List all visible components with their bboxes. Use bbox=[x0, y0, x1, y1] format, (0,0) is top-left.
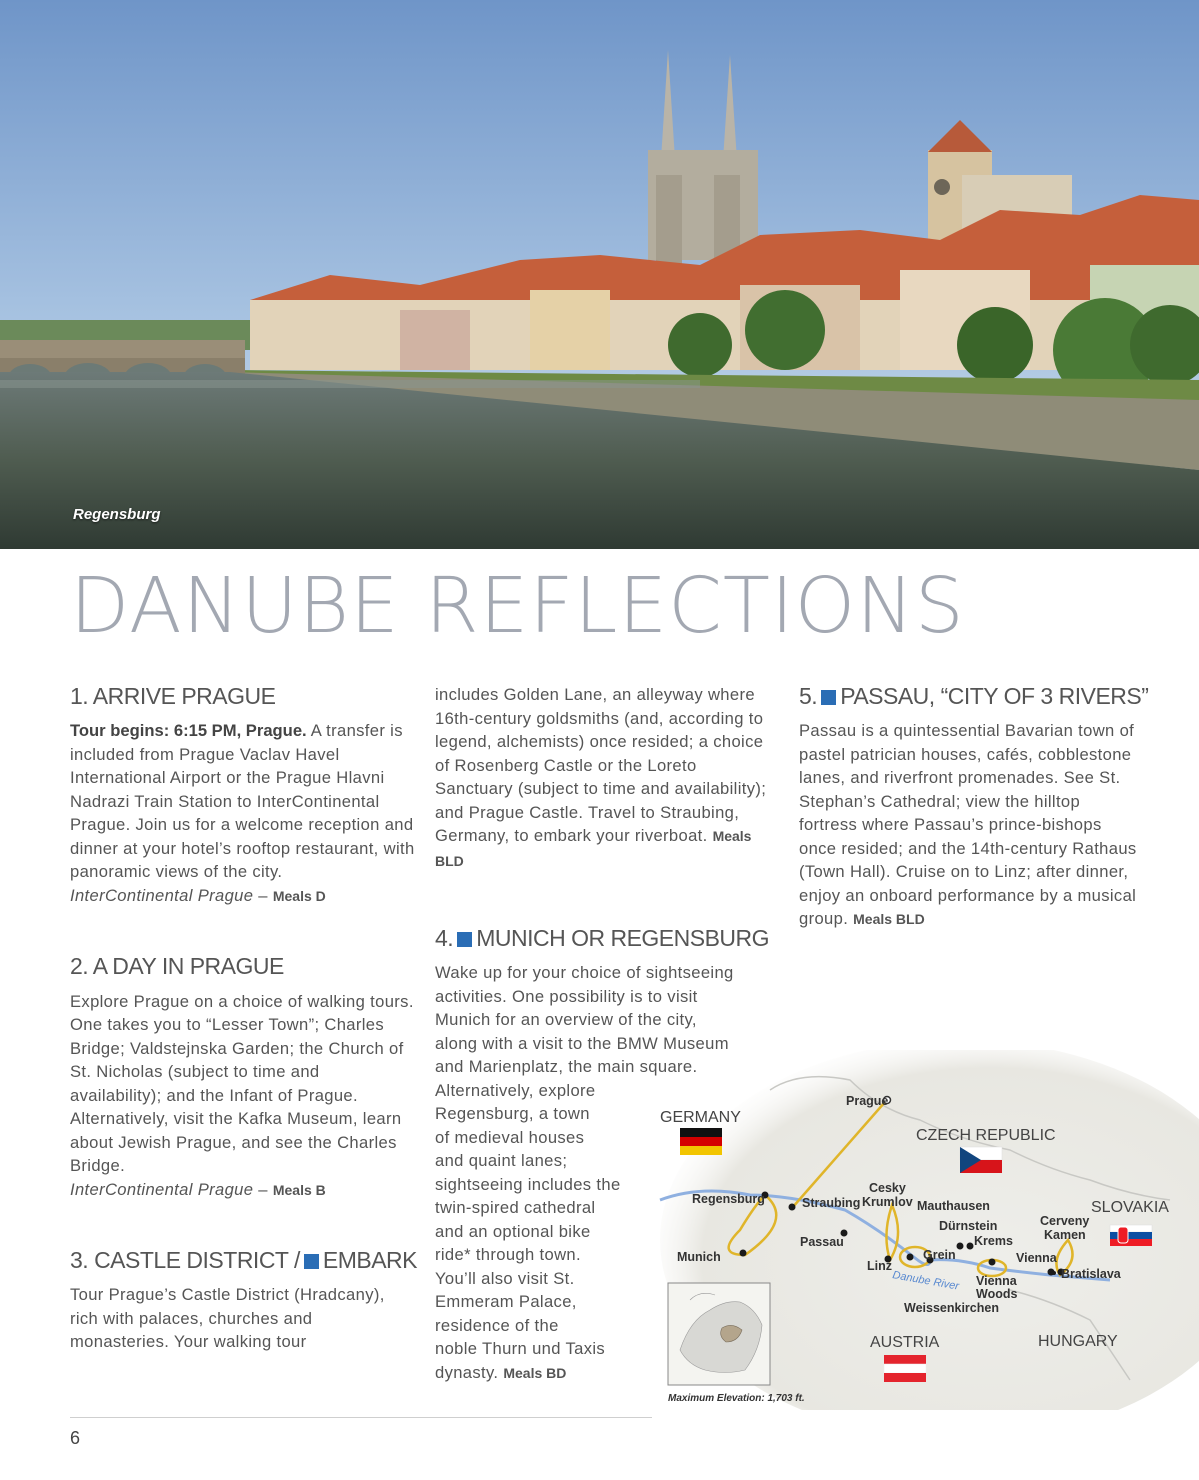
day-3-heading bbox=[70, 1248, 415, 1273]
day-5-heading-number: 5. bbox=[799, 683, 818, 709]
elevation-note: Maximum Elevation: 1,703 ft. bbox=[668, 1393, 805, 1404]
day-1-text: A transfer is included from Prague Vaclav Havel International Airport or the Prague Hlavni Nadrazi Train Station to InterContinental Prague. Join us for a welcome reception and dinner at your hotel’s rooftop restaurant, with panoramic views of the city. bbox=[70, 721, 415, 882]
cesky-label: Cesky bbox=[869, 1181, 906, 1195]
czech-label: CZECH REPUBLIC bbox=[916, 1127, 1056, 1144]
day-5-heading bbox=[799, 683, 1149, 709]
krems-marker bbox=[967, 1243, 974, 1250]
day-5-section bbox=[799, 683, 1149, 932]
day-3-continued-text: includes Golden Lane, an alleyway where 16th-century goldsmiths (and, according to legend, alchemists) once resided; a choice of Rosenberg Castle or the Loreto Sanctuary (subject to time and availability); and Prague Castle. Travel to Straubing, Germany, to embark your riverboat. bbox=[435, 685, 767, 845]
day-1-section bbox=[70, 684, 415, 908]
day-4-line: residence of the bbox=[435, 1315, 559, 1335]
day-5-heading-text: PASSAU, “CITY OF 3 RIVERS” bbox=[840, 683, 1149, 709]
munich-label: Munich bbox=[677, 1250, 721, 1264]
day-3-section bbox=[70, 1248, 415, 1354]
day-4-line: noble Thurn und Taxis bbox=[435, 1339, 606, 1359]
day-4-line: Regensburg, a town bbox=[435, 1104, 590, 1124]
bratislava-label: Bratislava bbox=[1061, 1267, 1121, 1281]
day-4-line: along with a visit to the BMW Museum bbox=[435, 1033, 729, 1053]
day-2-section bbox=[70, 954, 415, 1202]
photo-caption: Regensburg bbox=[73, 506, 161, 523]
day-4-line: activities. One possibility is to visit bbox=[435, 986, 698, 1006]
day-4-last-line: dynasty. bbox=[435, 1362, 499, 1382]
krems-label: Krems bbox=[974, 1234, 1013, 1248]
straubing-label: Straubing bbox=[802, 1196, 861, 1210]
day-4-heading-text: MUNICH OR REGENSBURG bbox=[476, 925, 770, 951]
kamen-label: Kamen bbox=[1044, 1228, 1086, 1242]
day-4-line: and an optional bike bbox=[435, 1221, 591, 1241]
day-4-line: You’ll also visit St. bbox=[435, 1268, 575, 1288]
bratislava-marker bbox=[1052, 1271, 1056, 1275]
cerveny-label: Cerveny bbox=[1040, 1214, 1090, 1228]
day-4-line: Alternatively, explore bbox=[435, 1080, 596, 1100]
day-2-hotel: InterContinental Prague bbox=[70, 1179, 254, 1199]
day-4-heading-number: 4. bbox=[435, 925, 454, 951]
day-5-meals: Meals BLD bbox=[853, 911, 925, 928]
regensburg-label: Regensburg bbox=[692, 1192, 765, 1206]
day-4-line: Emmeram Palace, bbox=[435, 1292, 577, 1312]
footer-rule bbox=[70, 1417, 652, 1418]
linz-label: Linz bbox=[867, 1259, 892, 1273]
straubing-marker bbox=[789, 1204, 796, 1211]
vienna-woods-label-2: Woods bbox=[976, 1287, 1018, 1301]
day-3-heading-text: 3. CASTLE DISTRICT / bbox=[70, 1247, 300, 1274]
day-5-text: Passau is a quintessential Bavarian town of pastel patrician houses, cafés, cobblestone lanes, and riverfront promenades. See St. Stephan’s Cathedral; view the hilltop fortress where Passau’s prince-bishops once resided; and the 14th-century Rathaus (Town Hall). Cruise on to Linz; after dinner, enjoy an onboard performance by a musical group. bbox=[799, 721, 1137, 929]
mauthausen-marker bbox=[907, 1254, 914, 1261]
austria-label: AUSTRIA bbox=[870, 1334, 940, 1351]
grein-label: Grein bbox=[923, 1248, 956, 1262]
austria-flag-icon bbox=[884, 1355, 926, 1382]
column-left bbox=[70, 684, 415, 1400]
regensburg-photo bbox=[0, 0, 1199, 549]
day-1-body: Tour begins: 6:15 PM, Prague. A transfer is included from Prague Vaclav Havel International Airport or the Prague Hlavni Nadrazi Train Station to InterContinental Prague. Join us for a welcome reception and dinner at your hotel’s rooftop restaurant, with panoramic views of the city. InterContinental Prague – Meals D bbox=[70, 721, 415, 905]
slovakia-label: SLOVAKIA bbox=[1091, 1199, 1169, 1216]
cruise-square-icon bbox=[457, 932, 472, 947]
hungary-label: HUNGARY bbox=[1038, 1333, 1118, 1350]
day-4-line: twin-spired cathedral bbox=[435, 1198, 596, 1218]
germany-label: GERMANY bbox=[660, 1109, 741, 1126]
day-4-line: Munich for an overview of the city, bbox=[435, 1010, 697, 1030]
river-label: Danube River bbox=[891, 1269, 960, 1293]
czech-flag-icon bbox=[960, 1147, 1002, 1173]
slovakia-flag-icon bbox=[1110, 1225, 1152, 1246]
day-3-body: Tour Prague’s Castle District (Hradcany), rich with palaces, churches and monasteries. Your walking tour bbox=[70, 1285, 385, 1352]
germany-flag-icon bbox=[680, 1128, 722, 1155]
durnstein-label: Dürnstein bbox=[939, 1219, 998, 1233]
day-2-text: Explore Prague on a choice of walking tours. One takes you to “Lesser Town”; Charles Bridge; Valdstejnska Garden; the Church of St. Nicholas (subject to time and availability); and the Infant of Prague. Alternatively, visit the Kafka Museum, learn about Jewish Prague, and see the Charles Bridge. bbox=[70, 991, 414, 1176]
column-right bbox=[799, 683, 1149, 932]
day-5-body bbox=[799, 719, 1139, 932]
day-1-meals: Meals D bbox=[272, 887, 326, 904]
mauthausen-label: Mauthausen bbox=[917, 1199, 990, 1213]
day-4-line: of medieval houses bbox=[435, 1127, 585, 1147]
day-4-line: Wake up for your choice of sightseeing bbox=[435, 963, 734, 983]
page-title: DANUBE REFLECTIONS bbox=[70, 562, 965, 651]
vienna-label: Vienna bbox=[1016, 1251, 1057, 1265]
cruise-square-icon bbox=[821, 690, 836, 705]
page-number: 6 bbox=[70, 1428, 81, 1448]
day-4-line: and Marienplatz, the main square. bbox=[435, 1057, 698, 1077]
day-1-hotel: InterContinental Prague bbox=[70, 885, 254, 905]
day-4-line: and quaint lanes; bbox=[435, 1151, 568, 1171]
day-2-meals: Meals B bbox=[272, 1181, 326, 1198]
vienna-woods-label-1: Vienna bbox=[976, 1274, 1017, 1288]
hero-photo bbox=[0, 0, 1199, 549]
day-3-continued bbox=[435, 683, 770, 873]
prague-label: Prague bbox=[846, 1094, 889, 1108]
day-4-line: ride* through town. bbox=[435, 1245, 581, 1265]
day-3-continued-body bbox=[435, 683, 770, 873]
cruise-square-icon bbox=[304, 1254, 319, 1269]
day-1-heading: 1. ARRIVE PRAGUE bbox=[70, 683, 276, 709]
krumlov-label: Krumlov bbox=[862, 1195, 913, 1209]
day-3-meals: Meals BLD bbox=[435, 828, 752, 869]
europe-inset-map bbox=[668, 1283, 770, 1385]
day-4-heading bbox=[435, 926, 770, 951]
durnstein-marker bbox=[957, 1243, 964, 1250]
day-4-meals: Meals BD bbox=[503, 1364, 567, 1381]
day-3-heading-embark: EMBARK bbox=[322, 1247, 417, 1274]
day-2-body: Explore Prague on a choice of walking tours. One takes you to “Lesser Town”; Charles Bridge; Valdstejnska Garden; the Church of St. Nicholas (subject to time and availability); and the Infant of Prague. Alternatively, visit the Kafka Museum, learn about Jewish Prague, and see the Charles Bridge. InterContinental Prague – Meals B bbox=[70, 991, 414, 1199]
weissenkirchen-label: Weissenkirchen bbox=[904, 1301, 999, 1315]
route-map bbox=[630, 1050, 1199, 1410]
weissenkirchen-marker bbox=[989, 1259, 996, 1266]
day-1-start-time: Tour begins: 6:15 PM, Prague. bbox=[70, 721, 307, 741]
day-2-heading: 2. A DAY IN PRAGUE bbox=[70, 953, 284, 980]
day-4-line: sightseeing includes the bbox=[435, 1174, 621, 1194]
passau-label: Passau bbox=[800, 1235, 844, 1249]
route-map-graphic bbox=[630, 1050, 1199, 1410]
munich-marker bbox=[740, 1250, 747, 1257]
